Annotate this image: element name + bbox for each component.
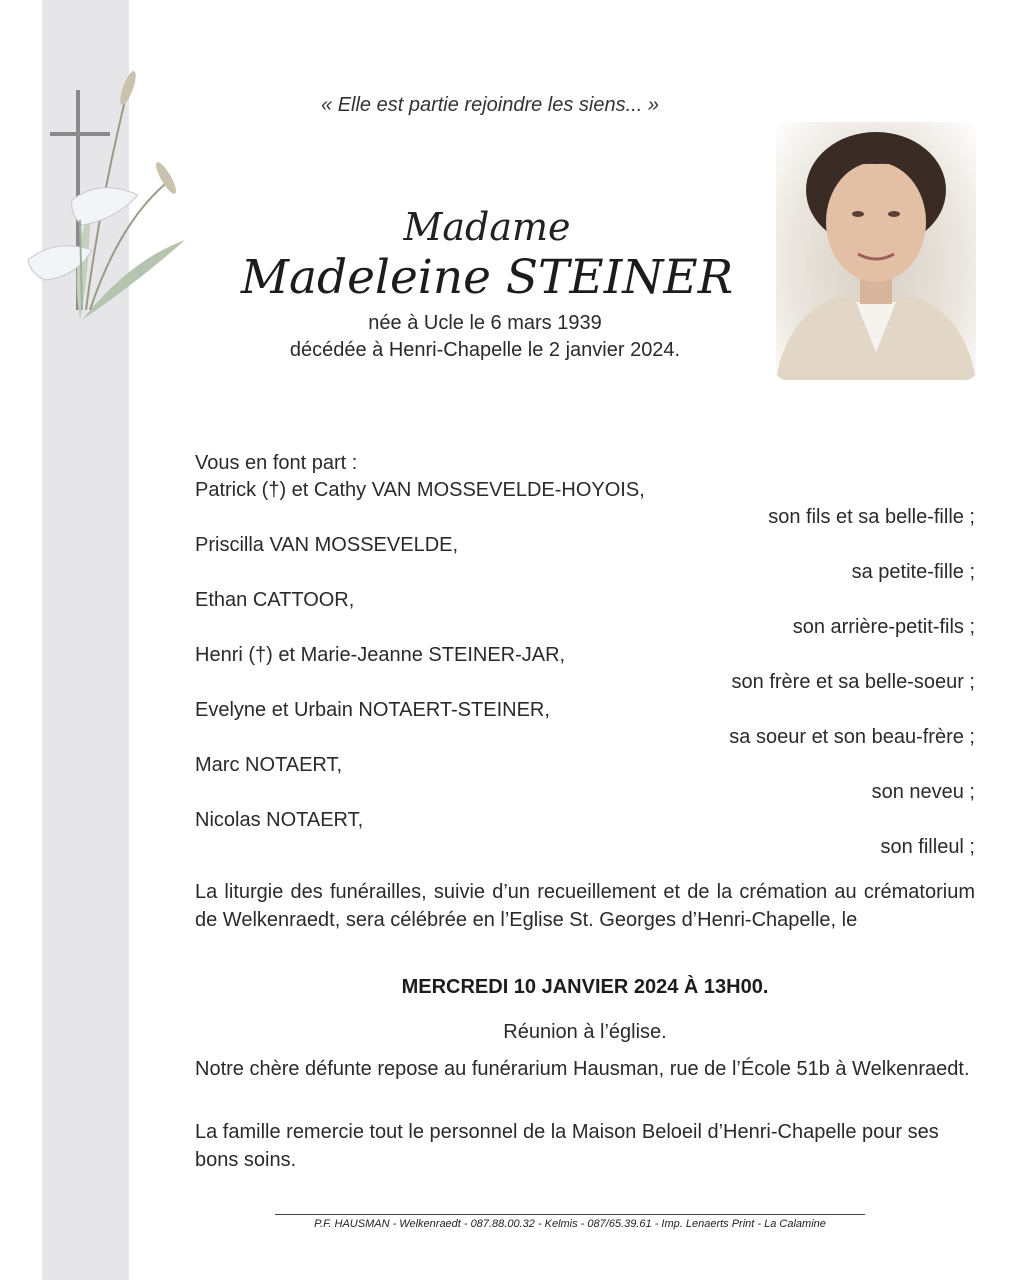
- family-member-name: Evelyne et Urbain NOTAERT-STEINER,: [195, 699, 550, 721]
- portrait-photo: [776, 122, 976, 380]
- life-dates: [240, 310, 730, 364]
- birth-line: née à Ucle le 6 mars 1939: [368, 312, 602, 334]
- family-member-relation: son filleul ;: [880, 836, 975, 858]
- portrait-image: [776, 122, 976, 380]
- honorific: Madame: [403, 205, 571, 249]
- family-member-name: Patrick (†) et Cathy VAN MOSSEVELDE-HOYOIS,: [195, 479, 645, 501]
- family-intro: Vous en font part :: [195, 452, 358, 474]
- thanks-paragraph: La famille remercie tout le personnel de la Maison Beloeil d’Henri-Chapelle pour ses bons soins.: [195, 1121, 939, 1171]
- death-line: décédée à Henri-Chapelle le 2 janvier 2024.: [289, 339, 681, 361]
- family-member-relation: son frère et sa belle-soeur ;: [731, 671, 975, 693]
- deceased-name: Madeleine STEINER: [240, 250, 734, 305]
- family-member-name: Priscilla VAN MOSSEVELDE,: [195, 534, 459, 556]
- family-member-relation: son neveu ;: [871, 781, 975, 803]
- family-member-name: Ethan CATTOOR,: [195, 589, 355, 611]
- family-member-relation: sa soeur et son beau-frère ;: [729, 726, 975, 748]
- family-member-relation: son fils et sa belle-fille ;: [768, 506, 975, 528]
- family-list: [195, 450, 975, 861]
- liturgy-paragraph: La liturgie des funérailles, suivie d’un recueillement et de la crémation au crématorium de Welkenraedt, sera célébrée en l’Eglise St. Georges d’Henri-Chapelle, le: [195, 881, 975, 931]
- family-member-name: Henri (†) et Marie-Jeanne STEINER-JAR,: [195, 644, 566, 666]
- family-member-relation: son arrière-petit-fils ;: [792, 616, 975, 638]
- family-member-name: Nicolas NOTAERT,: [195, 809, 364, 831]
- repose-paragraph: Notre chère défunte repose au funérarium Hausman, rue de l’École 51b à Welkenraedt.: [195, 1058, 970, 1080]
- reunion-note: Réunion à l’église.: [503, 1021, 667, 1043]
- ceremony-datetime: MERCREDI 10 JANVIER 2024 À 13H00.: [401, 976, 769, 998]
- footer-divider: [275, 1214, 865, 1215]
- family-member-relation: sa petite-fille ;: [851, 561, 975, 583]
- footer-credits: P.F. HAUSMAN - Welkenraedt - 087.88.00.32 - Kelmis - 087/65.39.61 - Imp. Lenaerts Print - La Calamine: [314, 1218, 826, 1230]
- epitaph-quote: « Elle est partie rejoindre les siens... »: [321, 94, 659, 116]
- family-member-name: Marc NOTAERT,: [195, 754, 343, 776]
- cross-lily-icon: [20, 60, 190, 360]
